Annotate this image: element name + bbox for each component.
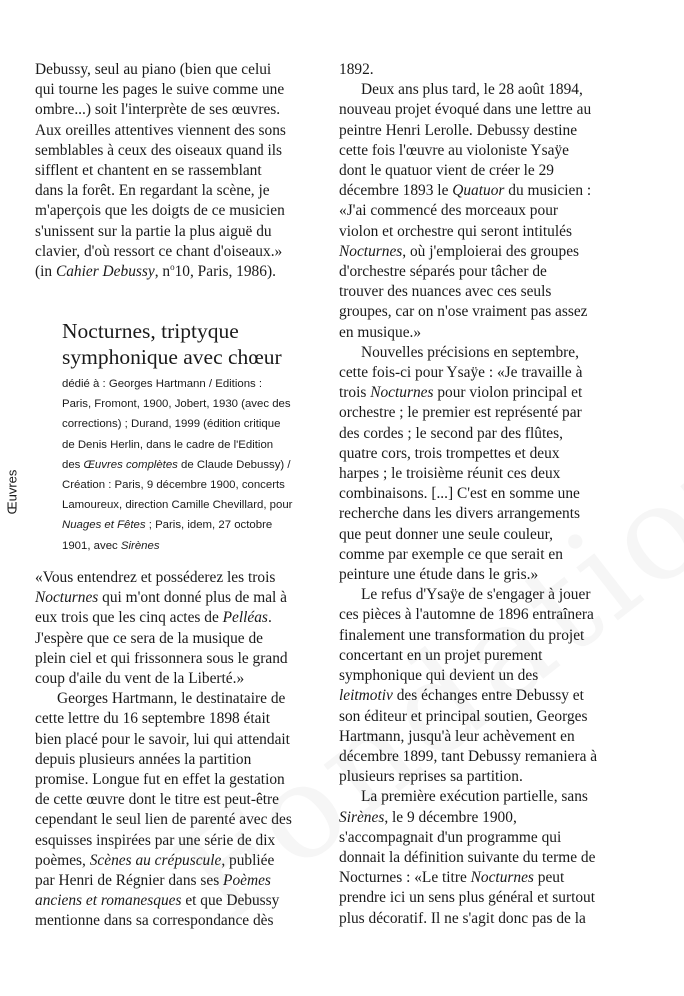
text-line: des cordes ; le second par des flûtes,: [339, 424, 563, 442]
text-line: s'unissent sur la partie la plus aiguë du: [35, 222, 272, 240]
text-line: «J'ai commencé des morceaux pour: [339, 202, 559, 220]
text-line: donnait la définition suivante du terme de: [339, 848, 596, 866]
text-line: «Vous entendrez et posséderez les trois: [35, 569, 276, 586]
text-line: Hartmann, jusqu'à leur achèvement en: [339, 727, 575, 745]
text-line: La première exécution partielle, sans: [361, 788, 588, 806]
work-title: Nocturnes, triptyque symphonique avec chœur: [62, 319, 282, 369]
meta-line: Nuages et Fêtes ; Paris, idem, 27 octobre: [62, 519, 273, 532]
text-line: comme par exemple ce que serait en: [339, 545, 563, 563]
text-line: s'accompagnait d'un programme qui: [339, 828, 562, 846]
text-line: ces pièces à l'automne de 1896 entraînera: [339, 606, 594, 624]
text-line: plein ciel et qui frissonnera sous le grand: [35, 649, 288, 667]
text-line: ombre...) soit l'interprète de ses œuvres.: [35, 101, 281, 119]
meta-line: de Denis Herlin, dans le cadre de l'Edition: [62, 438, 274, 451]
text-line: bien placé pour le savoir, lui qui attendait: [35, 730, 290, 748]
left-top-paragraph: [35, 60, 325, 282]
text-line: qui tourne les pages le suive comme une: [35, 81, 285, 99]
text-line: de cette œuvre dont le titre est peut-être: [35, 791, 280, 809]
meta-line: corrections) ; Durand, 1999 (édition critique: [62, 418, 281, 431]
meta-line: Lamoureux, direction Camille Chevillard, pour: [62, 499, 293, 512]
text-line: Aux oreilles attentives viennent des sons: [35, 121, 286, 139]
text-line: son éditeur et principal soutien, Georges: [339, 707, 588, 725]
text-line: Georges Hartmann, le destinataire de: [57, 690, 286, 708]
text-line: anciens et romanesques et que Debussy: [35, 892, 280, 910]
text-line: esquisses inspirées par une série de dix: [35, 831, 276, 849]
text-line: coup d'aile du vent de la Liberté.»: [35, 670, 245, 688]
text-line: Nocturnes : «Le titre Nocturnes peut: [339, 869, 565, 887]
text-line: orchestre ; le premier est représenté par: [339, 404, 582, 422]
text-line: eux trois que les cinq actes de Pelléas.: [35, 609, 272, 627]
section-side-label: [0, 462, 20, 522]
text-line: trois Nocturnes pour violon principal et: [339, 384, 583, 402]
text-line: m'aperçois que les doigts de ce musicien: [35, 202, 285, 220]
text-line: recherche dans les divers arrangements: [339, 505, 581, 523]
text-line: Nocturnes qui m'ont donné plus de mal à: [35, 589, 287, 607]
right-column-text: [339, 60, 629, 929]
text-line: peinture une étude dans le gris.»: [339, 566, 539, 584]
text-line: en musique.»: [339, 323, 422, 341]
meta-line: Création : Paris, 9 décembre 1900, concerts: [62, 479, 285, 492]
text-line: décembre 1893 le Quatuor du musicien :: [339, 182, 592, 200]
text-line: cette fois l'œuvre au violoniste Ysaÿe: [339, 141, 570, 159]
text-line: d'orchestre séparés pour tâcher de: [339, 263, 547, 281]
text-line: dont le quatuor vient de créer le 29: [339, 162, 554, 180]
text-line: harpes ; le troisième réunit ces deux: [339, 465, 561, 483]
text-line: leitmotiv des échanges entre Debussy et: [339, 687, 584, 705]
text-line: prendre ici un sens plus général et surtout: [339, 889, 596, 907]
text-line: plusieurs reprises sa partition.: [339, 768, 523, 786]
meta-line: des Œuvres complètes de Claude Debussy) /: [62, 458, 291, 471]
work-metadata: [62, 374, 324, 556]
text-line: nouveau projet évoqué dans une lettre au: [339, 101, 592, 119]
cited-title: Cahier Debussy: [55, 263, 155, 281]
meta-line: 1901, avec Sirènes: [62, 539, 160, 552]
text-line: mentionne dans sa correspondance dès: [35, 912, 274, 930]
text-line: semblables à ceux des oiseaux quand ils: [35, 141, 283, 159]
text-line: clavier, d'où ressort ce chant d'oiseaux.»: [35, 242, 283, 260]
citation-line: (in Cahier Debussy, $n^o10$, Paris, 1986).: [35, 261, 276, 281]
left-bottom-text: [35, 568, 325, 932]
text-line: Sirènes, le 9 décembre 1900,: [339, 808, 517, 826]
text-line: peintre Henri Lerolle. Debussy destine: [339, 121, 578, 139]
text-line: dans la forêt. En regardant la scène, je: [35, 182, 270, 200]
text-line: trouver des nuances avec ces seuls: [339, 283, 552, 301]
text-line: cependant le seul lien de parenté avec des: [35, 811, 292, 829]
text-line: poèmes, Scènes au crépuscule, publiée: [35, 851, 275, 869]
text-line: Le refus d'Ysaÿe de s'engager à jouer: [361, 586, 591, 604]
text-line: Nocturnes, où j'emploierai des groupes: [339, 242, 580, 260]
text-line: cette lettre du 16 septembre 1898 était: [35, 710, 271, 728]
text-line: 1892.: [339, 61, 374, 78]
text-line: Deux ans plus tard, le 28 août 1894,: [361, 81, 583, 99]
text-line: J'espère que ce sera de la musique de: [35, 629, 263, 647]
text-line: depuis plusieurs années la partition: [35, 750, 252, 768]
text-line: plus décoratif. Il ne s'agit donc pas de la: [339, 909, 586, 927]
text-line: Debussy, seul au piano (bien que celui: [35, 61, 272, 78]
text-line: concertant en un projet purement: [339, 646, 543, 664]
text-line: par Henri de Régnier dans ses Poèmes: [35, 872, 271, 890]
text-line: promise. Longue fut en effet la gestation: [35, 771, 285, 789]
text-line: symphonique qui devient un des: [339, 667, 539, 685]
meta-line: dédié à : Georges Hartmann / Editions :: [62, 378, 263, 390]
side-label-text: Œuvres: [4, 469, 20, 515]
text-line: cette fois-ci pour Ysaÿe : «Je travaille à: [339, 364, 583, 382]
text-line: groupes, car on n'ose vraiment pas assez: [339, 303, 588, 321]
text-line: Nouvelles précisions en septembre,: [361, 343, 579, 361]
text-line: violon et orchestre qui seront intitulés: [339, 222, 572, 240]
text-line: que peut donner une seule couleur,: [339, 525, 553, 543]
text-line: finalement une transformation du projet: [339, 626, 585, 644]
text-line: sifflent et chantent en se rassemblant: [35, 162, 262, 180]
text-line: quatre cors, trois trompettes et deux: [339, 444, 560, 462]
text-line: combinaisons. [...] C'est en somme une: [339, 485, 580, 503]
meta-line: Paris, Fromont, 1900, Jobert, 1930 (avec des: [62, 398, 291, 411]
text-line: décembre 1899, tant Debussy remaniera à: [339, 747, 598, 765]
